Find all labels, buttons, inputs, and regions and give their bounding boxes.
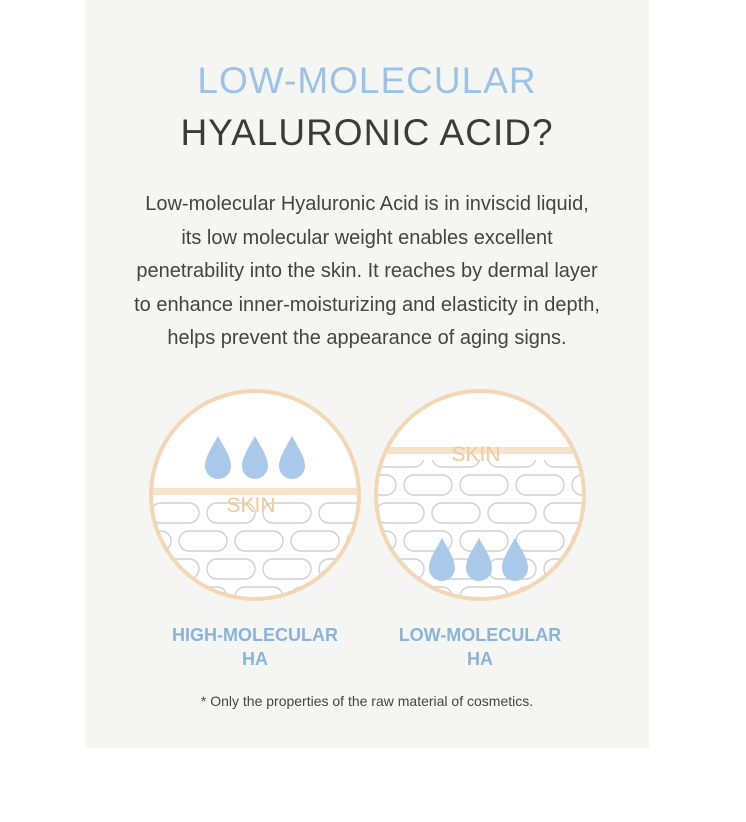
description-line: Low-molecular Hyaluronic Acid is in inviscid liquid, (145, 193, 589, 215)
skin-label: SKIN (451, 443, 501, 466)
description-paragraph (85, 188, 649, 356)
low-molecular-diagram (373, 388, 587, 602)
title-line-1: LOW-MOLECULAR (197, 60, 537, 101)
description-line: its low molecular weight enables excellent (181, 226, 553, 249)
skin-label: SKIN (226, 494, 276, 517)
footnote: * Only the properties of the raw material of cosmetics. (200, 693, 534, 709)
caption-line: HIGH-MOLECULAR (172, 625, 338, 645)
low-molecular-caption (380, 623, 580, 671)
caption-line: HA (467, 649, 493, 669)
caption-line: HA (242, 649, 268, 669)
title-line-2: HYALURONIC ACID? (180, 112, 554, 153)
description-line: to enhance inner-moisturizing and elasticity in depth, (134, 293, 600, 316)
high-molecular-diagram (148, 388, 362, 602)
high-molecular-caption (155, 623, 355, 671)
description-line: penetrability into the skin. It reaches by dermal layer (136, 260, 598, 282)
droplet-icons (205, 436, 305, 479)
caption-line: LOW-MOLECULAR (398, 625, 562, 645)
droplet-icons (429, 538, 528, 581)
description-line: helps prevent the appearance of aging signs. (167, 327, 567, 349)
content-panel (85, 0, 649, 748)
